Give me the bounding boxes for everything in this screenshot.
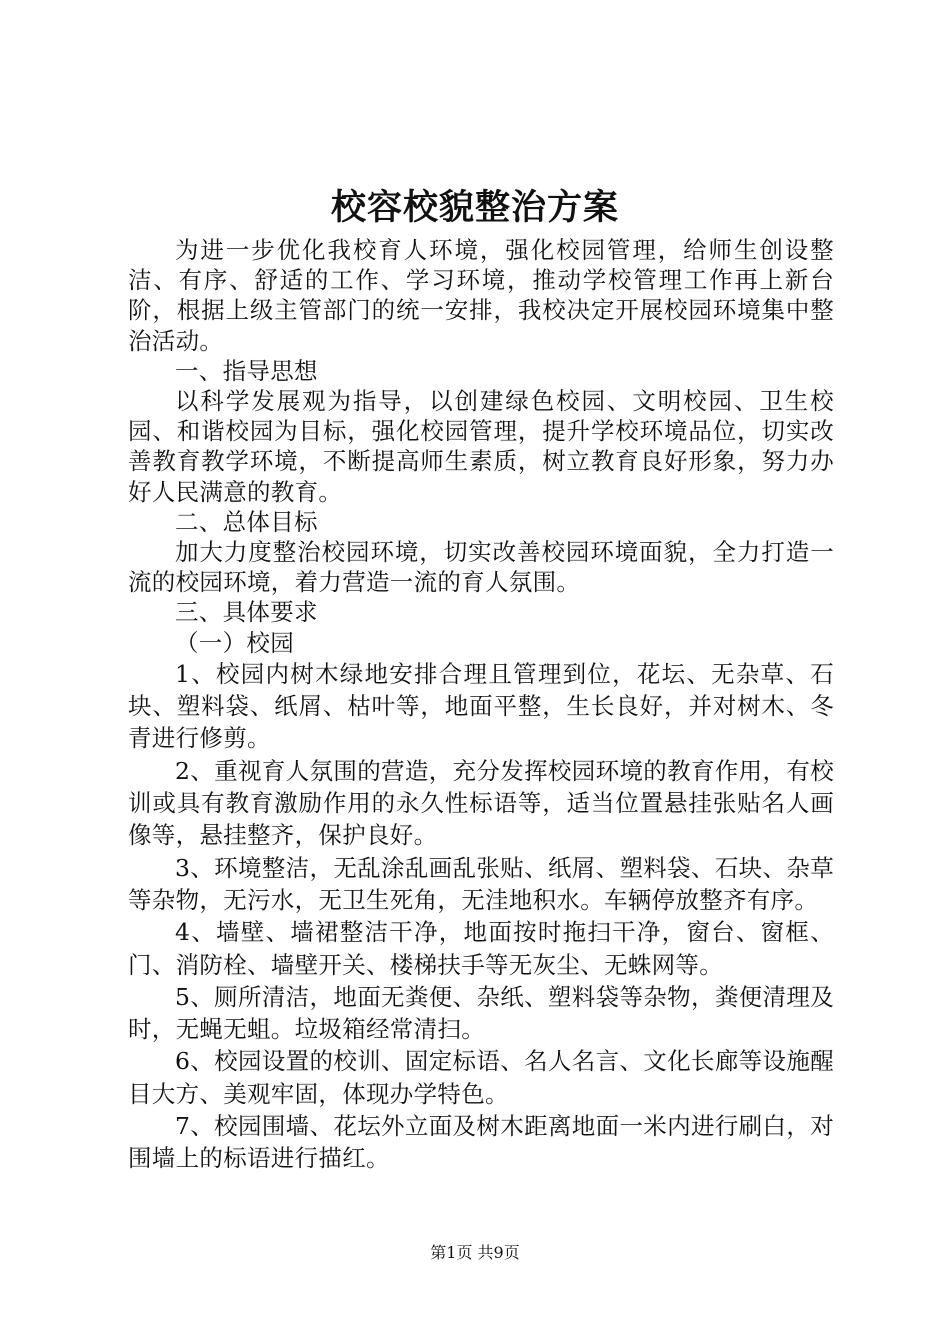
section-heading-overall-goal: 二、总体目标 [175,507,318,536]
requirement-item: 5、厕所清洁，地面无粪便、杂纸、塑料袋等杂物，粪便清理及时，无蝇无蛆。垃圾箱经常清扫。 [128,982,834,1044]
subsection-heading-campus: （一）校园 [175,628,294,657]
section-heading-guiding-ideology: 一、指导思想 [175,356,318,385]
requirement-item: 1、校园内树木绿地安排合理且管理到位，花坛、无杂草、石块、塑料袋、纸屑、枯叶等，地面平整，生长良好，并对树木、冬青进行修剪。 [128,659,834,753]
guiding-ideology-paragraph: 以科学发展观为指导，以创建绿色校园、文明校园、卫生校园、和谐校园为目标，强化校园管理，提升学校环境品位，切实改善教育教学环境，不断提高师生素质，树立教育良好形象，努力办好人民满意的教育。 [128,387,834,506]
page-number-footer: 第1页 共9页 [430,1243,520,1262]
intro-paragraph: 为进一步优化我校育人环境，强化校园管理，给师生创设整洁、有序、舒适的工作、学习环境，推动学校管理工作再上新台阶，根据上级主管部门的统一安排，我校决定开展校园环境集中整治活动。 [128,236,834,355]
requirement-item: 7、校园围墙、花坛外立面及树木距离地面一米内进行刷白，对围墙上的标语进行描红。 [128,1112,834,1173]
requirement-item: 4、墙壁、墙裙整洁干净，地面按时拖扫干净，窗台、窗框、门、消防栓、墙壁开关、楼梯扶手等无灰尘、无蛛网等。 [128,918,834,979]
overall-goal-paragraph: 加大力度整治校园环境，切实改善校园环境面貌，全力打造一流的校园环境，着力营造一流的育人氛围。 [128,538,834,597]
document-title: 校容校貌整治方案 [330,187,619,228]
requirement-item: 3、环境整洁，无乱涂乱画乱张贴、纸屑、塑料袋、石块、杂草等杂物，无污水，无卫生死角，无洼地积水。车辆停放整齐有序。 [128,853,834,914]
requirement-item: 6、校园设置的校训、固定标语、名人名言、文化长廊等设施醒目大方、美观牢固，体现办学特色。 [128,1047,834,1108]
section-heading-requirements: 三、具体要求 [175,598,318,627]
document-body [128,235,834,1175]
requirement-item: 2、重视育人氛围的营造，充分发挥校园环境的教育作用，有校训或具有教育激励作用的永久性标语等，适当位置悬挂张贴名人画像等，悬挂整齐，保护良好。 [128,756,834,850]
